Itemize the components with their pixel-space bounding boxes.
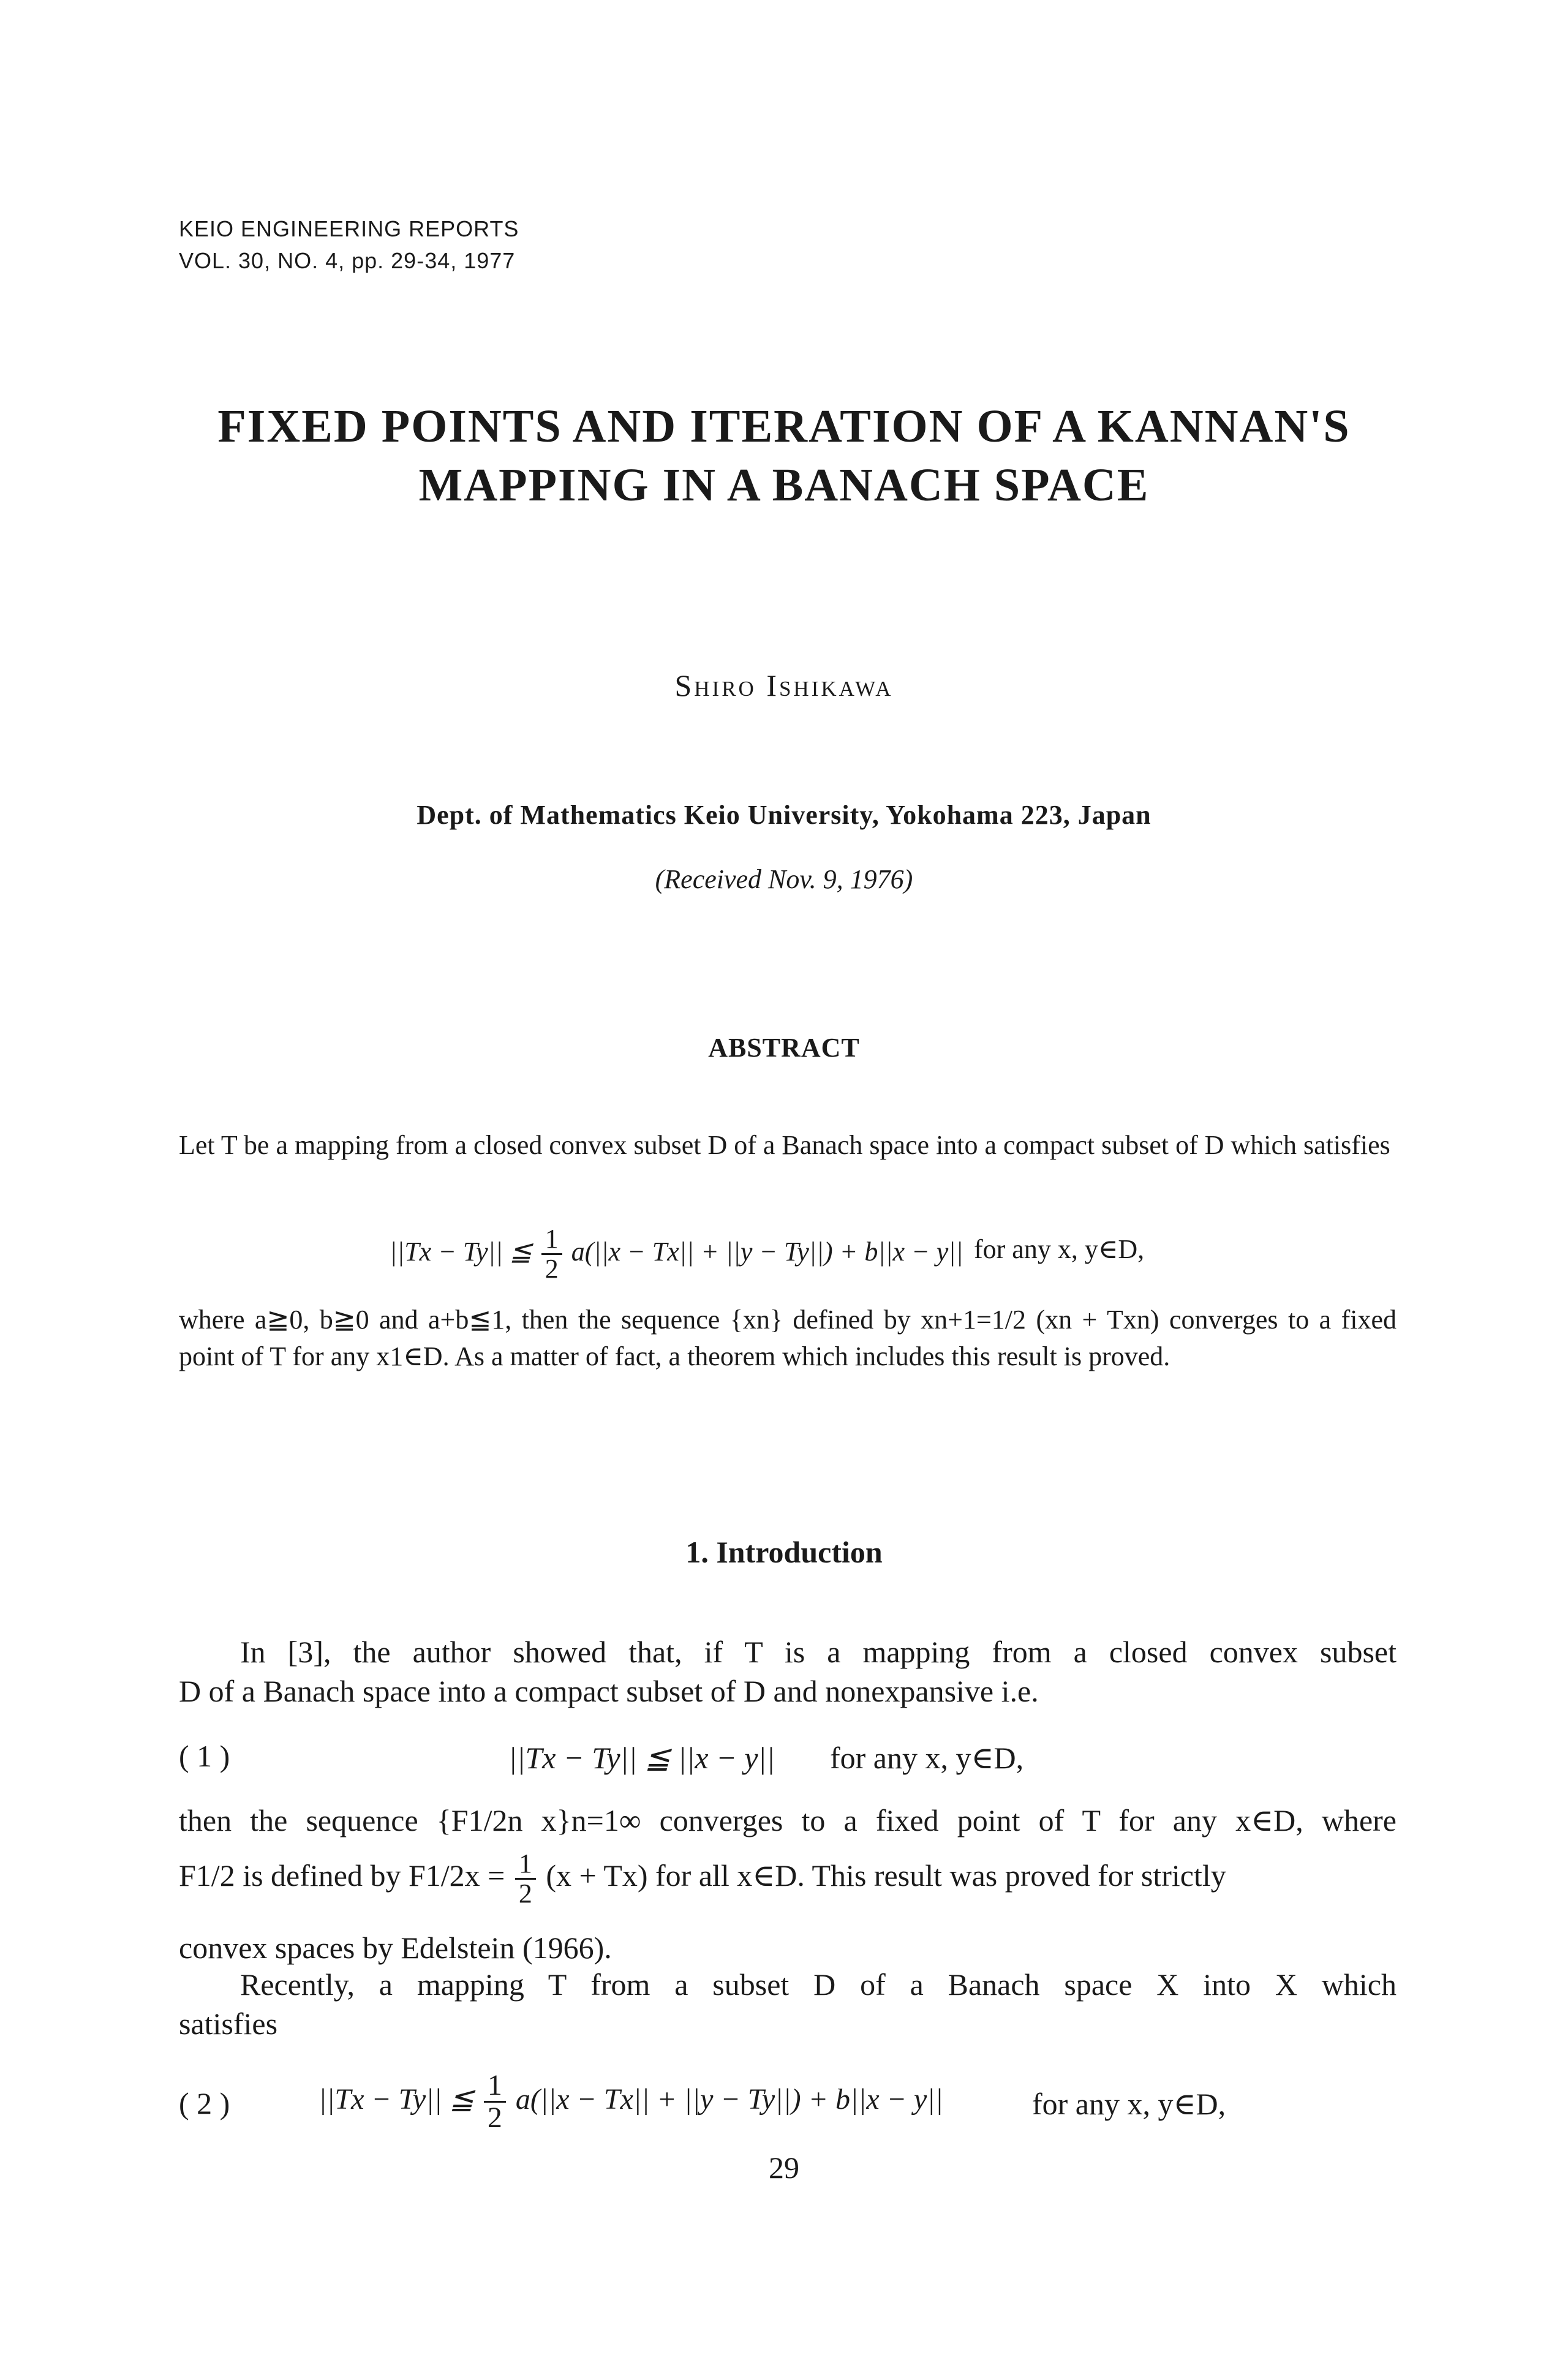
journal-volume: VOL. 30, NO. 4, pp. 29-34, 1977 xyxy=(179,248,516,273)
equation-2-rhs: a(||x − Tx|| + ||y − Ty||) + b||x − y|| xyxy=(515,2082,943,2116)
equation-1-label: ( 1 ) xyxy=(179,1739,230,1773)
intro-paragraph-2 xyxy=(179,1801,1396,1840)
intro-p2-line-2 xyxy=(179,1850,1396,1908)
journal-header xyxy=(179,213,519,277)
intro-p1-line-1: In [3], the author showed that, if T is a mapping from a closed convex subset xyxy=(240,1635,1396,1669)
intro-p2-line-2b: (x + Tx) for all x∈D. This result was proved for strictly xyxy=(546,1858,1226,1893)
intro-p3-line-1: Recently, a mapping T from a subset D of a Banach space X into X which xyxy=(240,1967,1396,2002)
abstract-eq-condition: for any x, y∈D, xyxy=(974,1234,1145,1264)
abstract-eq-frac-den: 2 xyxy=(545,1254,559,1284)
equation-2-frac-num: 1 xyxy=(484,2070,506,2103)
intro-paragraph-3 xyxy=(179,1965,1396,2043)
section-heading-introduction: 1. Introduction xyxy=(685,1535,883,1569)
paper-title-line-1: FIXED POINTS AND ITERATION OF A KANNAN'S xyxy=(217,401,1351,452)
abstract-intro-text: Let T be a mapping from a closed convex subset D of a Banach space into a compact subset of D which satisfies xyxy=(179,1130,1390,1160)
equation-1-condition: for any x, y∈D, xyxy=(830,1741,1024,1775)
intro-p2-line-1: then the sequence {F1/2n x}n=1∞ converges to a fixed point of T for any x∈D, where xyxy=(179,1803,1396,1837)
abstract-eq-rhs: a(||x − Tx|| + ||y − Ty||) + b||x − y|| xyxy=(571,1236,963,1267)
intro-paragraph-1 xyxy=(179,1632,1396,1711)
intro-p2-line-3: convex spaces by Edelstein (1966). xyxy=(179,1931,612,1965)
abstract-intro xyxy=(179,1127,1396,1164)
equation-1-body: ||Tx − Ty|| ≦ ||x − y|| xyxy=(508,1741,775,1775)
journal-name: KEIO ENGINEERING REPORTS xyxy=(179,216,519,241)
intro-p2-fraction xyxy=(515,1850,536,1908)
paper-title-line-2: MAPPING IN A BANACH SPACE xyxy=(418,459,1150,511)
author-name: Shiro Ishikawa xyxy=(674,668,894,703)
abstract-heading: ABSTRACT xyxy=(708,1033,860,1063)
page-number: 29 xyxy=(769,2150,799,2185)
abstract-rest xyxy=(179,1302,1396,1375)
intro-p1-line-2: D of a Banach space into a compact subset of D and nonexpansive i.e. xyxy=(179,1674,1039,1708)
equation-2-fraction xyxy=(484,2070,506,2134)
equation-2-condition: for any x, y∈D, xyxy=(1032,2087,1226,2121)
abstract-eq-frac-num: 1 xyxy=(541,1225,562,1255)
intro-p2-frac-num: 1 xyxy=(515,1850,536,1880)
abstract-eq-lhs: ||Tx − Ty|| ≦ xyxy=(390,1236,532,1267)
equation-1 xyxy=(508,1739,775,1776)
equation-2-label: ( 2 ) xyxy=(179,2086,230,2120)
intro-p2-frac-den: 2 xyxy=(518,1879,532,1909)
received-date: (Received Nov. 9, 1976) xyxy=(655,864,913,894)
intro-p3-line-2: satisfies xyxy=(179,2007,278,2041)
abstract-equation xyxy=(390,1225,963,1283)
affiliation: Dept. of Mathematics Keio University, Yokohama 223, Japan xyxy=(417,800,1152,830)
intro-p2-line-2a: F1/2 is defined by F1/2x = xyxy=(179,1858,505,1893)
abstract-rest-text: where a≧0, b≧0 and a+b≦1, then the sequence {xn} defined by xn+1=1/2 (xn + Txn) converges to a fixed point of T for any x1∈D. As a matter of fact, a theorem which includes this result is proved. xyxy=(179,1305,1396,1371)
equation-2-frac-den: 2 xyxy=(487,2101,502,2135)
equation-2-lhs: ||Tx − Ty|| ≦ xyxy=(318,2082,474,2116)
equation-2 xyxy=(318,2070,943,2134)
abstract-eq-fraction xyxy=(541,1225,562,1283)
